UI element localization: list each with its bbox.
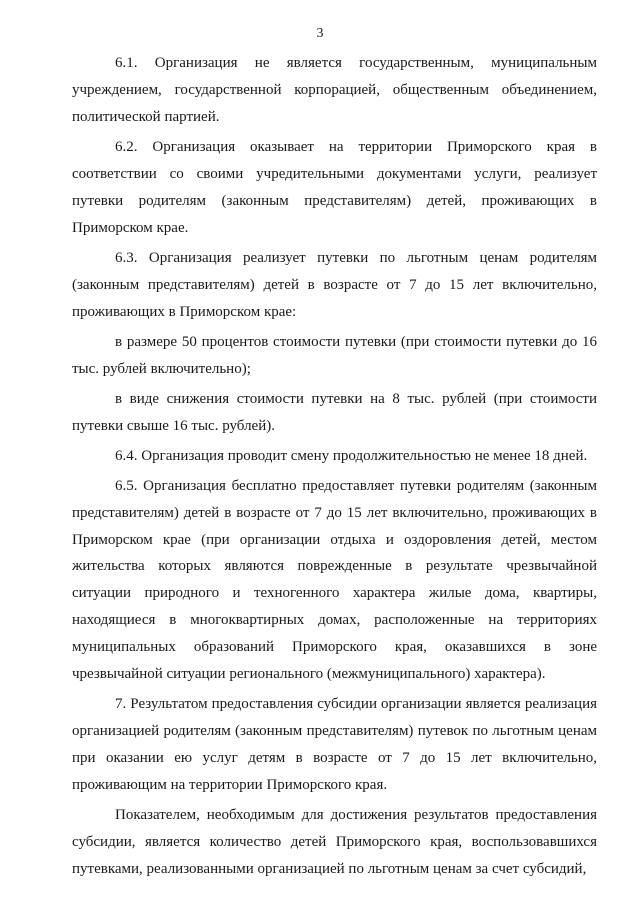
paragraph-6-5: 6.5. Организация бесплатно предоставляет путевки родителям (законным представителям) детей в возрасте от 7 до 15 лет включительно, проживающих в Приморском крае (при организации отдыха и оздоровления детей, местом жительства которых являются поврежденные в результате чрезвычайной ситуации природного и техногенного характера жилые дома, квартиры, находящиеся в многоквартирных домах, расположенные на территориях муниципальных образований Приморского края, оказавшихся в зоне чрезвычайной ситуации регионального (межмуниципального) характера).: [72, 477, 597, 683]
paragraph-7: 7. Результатом предоставления субсидии организации является реализация организацией родителям (законным представителям) путевок по льготным ценам при оказании ею услуг детям в возрасте от 7 до 15 лет включительно, проживающим на территории Приморского края.: [72, 696, 597, 793]
paragraph-6-1: 6.1. Организация не является государственным, муниципальным учреждением, государственной корпорацией, общественным объединением, политической партией.: [72, 55, 597, 125]
paragraph-6-3-item-2: в виде снижения стоимости путевки на 8 тыс. рублей (при стоимости путевки свыше 16 тыс. рублей).: [72, 390, 597, 434]
paragraph-6-3-item-1: в размере 50 процентов стоимости путевки (при стоимости путевки до 16 тыс. рублей включительно);: [72, 333, 597, 377]
paragraph-6-4: 6.4. Организация проводит смену продолжительностью не менее 18 дней.: [115, 447, 588, 464]
paragraph-6-3: 6.3. Организация реализует путевки по льготным ценам родителям (законным представителям) детей в возрасте от 7 до 15 лет включительно, проживающих в Приморском крае:: [72, 249, 597, 320]
paragraph-6-2: 6.2. Организация оказывает на территории Приморского края в соответствии со своими учредительными документами услуги, реализует путевки родителям (законным представителям) детей, проживающих в Приморском крае.: [72, 138, 597, 236]
page-number: 3: [316, 26, 324, 41]
paragraph-indicator: Показателем, необходимым для достижения результатов предоставления субсидии, является количество детей Приморского края, воспользовавшихся путевками, реализованными организацией по льготным ценам за счет субсидий,: [72, 806, 597, 877]
document-body: [72, 50, 597, 886]
